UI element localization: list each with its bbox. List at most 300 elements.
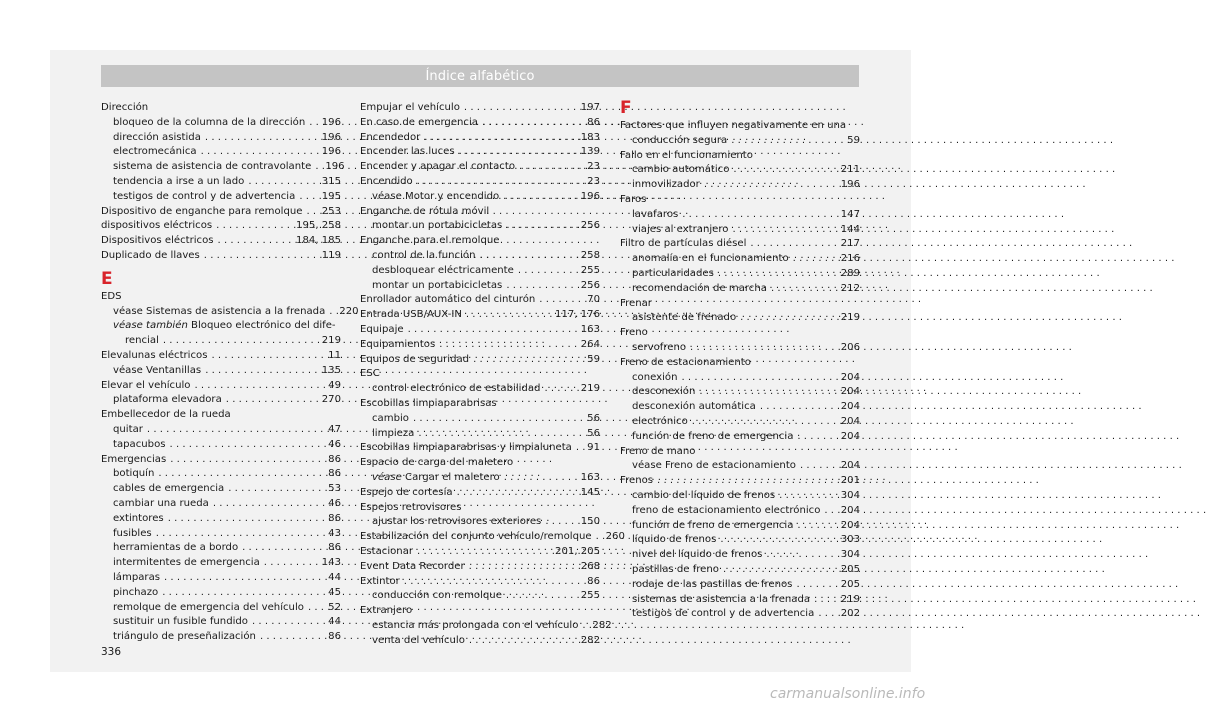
dot-leader bbox=[205, 131, 318, 146]
dot-leader bbox=[226, 393, 318, 408]
entry-text: Dispositivo de enganche para remolque bbox=[101, 205, 303, 217]
entry-text: limpieza bbox=[372, 427, 415, 439]
page-reference: 23 bbox=[587, 175, 600, 187]
entry-term bbox=[113, 190, 295, 205]
entry-text: En caso de emergencia bbox=[360, 116, 478, 128]
page-reference: 196 bbox=[840, 179, 860, 191]
dot-leader bbox=[718, 267, 837, 282]
dot-leader bbox=[315, 160, 321, 175]
entry-term bbox=[632, 163, 729, 178]
entry-text: electromecánica bbox=[113, 146, 197, 158]
entry-term bbox=[372, 279, 502, 294]
page-reference: 201 bbox=[840, 475, 860, 487]
index-entry bbox=[360, 530, 625, 545]
entry-term bbox=[632, 371, 678, 386]
dot-leader bbox=[733, 163, 836, 178]
dot-leader bbox=[309, 116, 318, 131]
entry-term bbox=[632, 341, 686, 356]
dot-leader bbox=[740, 311, 837, 326]
page-reference: 86 bbox=[328, 453, 341, 465]
entry-text: pinchazo bbox=[113, 586, 159, 598]
page-reference: 119 bbox=[321, 249, 341, 261]
entry-text: herramientas de a bordo bbox=[113, 542, 239, 554]
index-subentry bbox=[620, 252, 860, 267]
entry-text: Enganche de rótula móvil bbox=[360, 205, 490, 217]
entry-text: Equipamientos bbox=[360, 338, 436, 350]
dot-leader bbox=[308, 601, 324, 616]
entry-term bbox=[113, 116, 305, 131]
page-header bbox=[101, 65, 859, 87]
index-subentry bbox=[620, 311, 860, 326]
page-reference: 91 bbox=[587, 442, 600, 454]
index-entry bbox=[620, 356, 860, 371]
entry-term bbox=[620, 149, 753, 164]
page-reference: 45 bbox=[328, 586, 341, 598]
entry-text: Encender y apagar el contacto bbox=[360, 161, 515, 173]
entry-term bbox=[632, 267, 714, 282]
entry-term bbox=[632, 311, 736, 326]
entry-text: Encender las luces bbox=[360, 146, 455, 158]
index-entry bbox=[360, 501, 600, 516]
dot-leader bbox=[503, 190, 577, 205]
index-entry bbox=[360, 308, 600, 323]
index-entry bbox=[360, 131, 600, 146]
entry-term bbox=[101, 453, 166, 468]
page-reference: 303 bbox=[840, 534, 860, 546]
dot-leader bbox=[457, 486, 577, 501]
entry-text: véase Sistemas de asistencia a la frenada bbox=[113, 305, 326, 317]
page-reference: 139 bbox=[580, 146, 600, 158]
dot-leader bbox=[260, 630, 324, 645]
dot-leader bbox=[299, 190, 317, 205]
index-entry bbox=[360, 338, 600, 353]
entry-term bbox=[360, 145, 455, 160]
dot-leader bbox=[211, 349, 324, 364]
entry-term bbox=[360, 175, 413, 190]
dot-leader bbox=[576, 441, 583, 456]
index-subentry bbox=[360, 190, 600, 205]
entry-term bbox=[632, 252, 789, 267]
index-entry bbox=[360, 545, 600, 560]
index-subentry bbox=[360, 279, 600, 294]
dot-leader bbox=[417, 545, 551, 560]
dot-leader bbox=[147, 423, 324, 438]
entry-text: recomendación de marcha bbox=[632, 282, 767, 294]
entry-term bbox=[101, 205, 303, 220]
entry-text: Duplicado de llaves bbox=[101, 249, 200, 261]
dot-leader bbox=[242, 541, 324, 556]
dot-leader bbox=[690, 341, 837, 356]
entry-text: control electrónico de estabilidad bbox=[372, 383, 541, 395]
index-subentry bbox=[620, 607, 860, 622]
index-entry bbox=[620, 297, 860, 312]
entry-term bbox=[632, 533, 716, 548]
dot-leader bbox=[682, 371, 837, 386]
dot-leader bbox=[544, 382, 576, 397]
entry-term bbox=[360, 441, 572, 456]
entry-text: nivel del líquido de frenos bbox=[632, 549, 763, 561]
entry-text: Filtro de partículas diésel bbox=[620, 238, 747, 250]
index-entry bbox=[101, 290, 341, 305]
entry-term bbox=[113, 586, 158, 601]
page-reference: 184, 185 bbox=[296, 235, 341, 247]
page-reference: 204 bbox=[840, 415, 860, 427]
index-entry bbox=[101, 408, 341, 423]
index-subentry bbox=[101, 556, 341, 571]
dot-leader bbox=[228, 482, 324, 497]
page-reference: 86 bbox=[587, 116, 600, 128]
entry-text: intermitentes de emergencia bbox=[113, 557, 260, 569]
entry-text: desconexión automática bbox=[632, 401, 756, 413]
page-reference: 143 bbox=[321, 557, 341, 569]
page-reference: 255 bbox=[580, 264, 600, 276]
page-reference: 197 bbox=[580, 102, 600, 113]
entry-term bbox=[113, 571, 160, 586]
page-reference: 268 bbox=[580, 560, 600, 572]
entry-term bbox=[620, 356, 751, 371]
entry-term bbox=[372, 219, 502, 234]
page-reference: 206 bbox=[840, 341, 860, 353]
entry-text: rodaje de las pastillas de frenos bbox=[632, 578, 793, 590]
page-reference: 219 bbox=[840, 312, 860, 324]
page-reference: 289 bbox=[840, 267, 860, 279]
page-reference: 43 bbox=[328, 527, 341, 539]
index-entry bbox=[360, 234, 600, 249]
page-reference: 145 bbox=[580, 486, 600, 498]
entry-term bbox=[632, 385, 695, 400]
page-reference: 202 bbox=[840, 608, 860, 620]
page-reference: 196 bbox=[325, 161, 345, 173]
page-reference: 49 bbox=[328, 379, 341, 391]
index-subentry bbox=[101, 482, 341, 497]
entry-text: botiquín bbox=[113, 468, 155, 480]
entry-text: desbloquear eléctricamente bbox=[372, 264, 514, 276]
entry-term bbox=[360, 308, 462, 323]
dot-leader bbox=[699, 385, 836, 400]
entry-text: Espacio de carga del maletero bbox=[360, 457, 514, 469]
index-entry bbox=[101, 453, 341, 468]
index-entry bbox=[360, 397, 600, 412]
dot-leader bbox=[731, 134, 843, 149]
index-column-2 bbox=[360, 101, 625, 648]
watermark-logo: carmanualsonline.info bbox=[770, 686, 926, 702]
entry-term bbox=[360, 560, 465, 575]
page-reference: 204 bbox=[840, 386, 860, 398]
dot-leader bbox=[156, 527, 324, 542]
index-subentry bbox=[620, 504, 860, 519]
entry-text: electrónico bbox=[632, 415, 688, 427]
page-reference: 56 bbox=[587, 412, 600, 424]
index-subentry bbox=[360, 264, 600, 279]
index-subentry bbox=[360, 589, 600, 604]
page-reference: 304 bbox=[840, 549, 860, 561]
page-reference: 260 bbox=[605, 531, 625, 543]
page-reference: 204 bbox=[840, 430, 860, 442]
index-subentry bbox=[101, 423, 341, 438]
index-entry bbox=[620, 326, 860, 341]
index-subentry bbox=[101, 116, 341, 131]
index-entry bbox=[101, 379, 341, 394]
dot-leader bbox=[205, 364, 318, 379]
dot-leader bbox=[771, 282, 837, 297]
entry-term bbox=[360, 323, 404, 338]
page-reference: 23 bbox=[587, 161, 600, 173]
entry-term bbox=[632, 504, 820, 519]
entry-term bbox=[620, 119, 846, 134]
dot-leader bbox=[814, 593, 837, 608]
index-subentry bbox=[620, 430, 860, 445]
dot-leader bbox=[797, 519, 836, 534]
index-entry bbox=[620, 474, 860, 489]
entry-text: Emergencias bbox=[101, 453, 167, 465]
page-reference: 56 bbox=[587, 427, 600, 439]
index-entry bbox=[101, 205, 341, 220]
index-subentry bbox=[101, 305, 359, 320]
entry-term bbox=[113, 541, 238, 556]
index-entry bbox=[360, 353, 600, 368]
entry-term bbox=[360, 575, 400, 590]
entry-term bbox=[632, 607, 814, 622]
dot-leader bbox=[218, 234, 293, 249]
dot-leader bbox=[682, 208, 836, 223]
dot-leader bbox=[168, 512, 324, 527]
entry-text: particularidades bbox=[632, 267, 714, 279]
dot-leader bbox=[466, 308, 551, 323]
page-reference: 52 bbox=[328, 601, 341, 613]
page-reference: 204 bbox=[840, 504, 860, 516]
entry-text: dispositivos eléctricos bbox=[101, 220, 213, 232]
dot-leader bbox=[408, 323, 577, 338]
entry-term bbox=[360, 397, 497, 412]
entry-text: Fallo en el funcionamiento bbox=[620, 149, 753, 161]
entry-term bbox=[632, 178, 700, 193]
dot-leader bbox=[596, 530, 602, 545]
dot-leader bbox=[264, 556, 318, 571]
entry-text: servofreno bbox=[632, 341, 687, 353]
index-entry bbox=[620, 193, 860, 208]
dot-leader bbox=[252, 615, 324, 630]
dot-leader bbox=[201, 145, 318, 160]
entry-term bbox=[101, 234, 214, 249]
index-subentry bbox=[101, 630, 341, 645]
entry-text: ESC bbox=[360, 368, 380, 380]
index-subentry bbox=[620, 267, 860, 282]
entry-text: pastillas de freno bbox=[632, 563, 719, 575]
entry-text: cambio automático bbox=[632, 164, 730, 176]
entry-term bbox=[101, 219, 212, 234]
dot-leader bbox=[413, 412, 583, 427]
index-subentry bbox=[101, 145, 341, 160]
entry-term bbox=[113, 497, 209, 512]
index-entry bbox=[360, 456, 600, 471]
entry-text: Equipos de seguridad bbox=[360, 353, 470, 365]
index-entry bbox=[360, 101, 600, 116]
entry-term bbox=[113, 305, 325, 320]
index-subentry bbox=[360, 219, 600, 234]
dot-leader bbox=[506, 219, 576, 234]
entry-term bbox=[632, 593, 810, 608]
entry-text: ajustar los retrovisores exteriores bbox=[372, 516, 542, 528]
entry-term bbox=[632, 519, 793, 534]
entry-text: Frenar bbox=[620, 297, 652, 309]
entry-text: Entrada USB/AUX-IN bbox=[360, 309, 462, 321]
entry-text: cables de emergencia bbox=[113, 483, 225, 495]
entry-text: función de freno de emergencia bbox=[632, 430, 794, 442]
entry-term bbox=[632, 134, 727, 149]
index-entry bbox=[360, 145, 600, 160]
page-reference: 47 bbox=[328, 423, 341, 435]
index-subentry bbox=[620, 415, 860, 430]
page-reference: 204 bbox=[840, 401, 860, 413]
index-entry bbox=[101, 249, 341, 264]
index-entry bbox=[360, 205, 600, 220]
index-subentry bbox=[620, 282, 860, 297]
entry-text: plataforma elevadora bbox=[113, 394, 222, 406]
dot-leader bbox=[692, 415, 837, 430]
index-entry bbox=[101, 219, 341, 234]
entry-text: freno de estacionamiento electrónico bbox=[632, 504, 821, 516]
dot-leader bbox=[800, 459, 837, 474]
dot-leader bbox=[194, 379, 324, 394]
entry-text: testigos de control y de advertencia bbox=[632, 608, 815, 620]
entry-term bbox=[632, 415, 688, 430]
index-subentry bbox=[620, 593, 860, 608]
index-subentry bbox=[360, 634, 600, 649]
index-subentry bbox=[620, 208, 860, 223]
page-reference: 86 bbox=[587, 575, 600, 587]
entry-text: rencial bbox=[125, 335, 159, 347]
entry-term bbox=[372, 412, 409, 427]
dot-leader bbox=[818, 607, 836, 622]
page-reference: 270 bbox=[321, 394, 341, 406]
index-subentry bbox=[101, 527, 341, 542]
page-reference: 217 bbox=[840, 238, 860, 250]
page-reference: 315 bbox=[321, 175, 341, 187]
entry-term bbox=[632, 459, 796, 474]
entry-term bbox=[113, 145, 197, 160]
index-subentry bbox=[620, 341, 860, 356]
dot-leader bbox=[779, 489, 837, 504]
entry-term bbox=[372, 264, 514, 279]
page-reference: 117, 176 bbox=[555, 309, 600, 321]
entry-text: Espejo de cortesía bbox=[360, 486, 453, 498]
page-reference: 163 bbox=[580, 471, 600, 483]
page-reference: 255 bbox=[580, 590, 600, 602]
entry-text: Extintor bbox=[360, 575, 400, 587]
entry-term bbox=[372, 634, 465, 649]
page-reference: 11 bbox=[328, 349, 341, 361]
dot-leader bbox=[162, 586, 324, 601]
entry-text: triángulo de preseñalización bbox=[113, 631, 256, 643]
dot-leader bbox=[163, 334, 318, 349]
index-entry bbox=[620, 445, 860, 460]
dot-leader bbox=[213, 497, 324, 512]
index-entry bbox=[360, 175, 600, 190]
entry-text: anomalía en el funcionamiento bbox=[632, 253, 789, 265]
entry-text: lámparas bbox=[113, 571, 161, 583]
entry-term bbox=[372, 589, 502, 604]
index-subentry bbox=[620, 223, 860, 238]
index-entry bbox=[620, 149, 860, 164]
page-reference: 282 bbox=[580, 634, 600, 646]
dot-leader bbox=[469, 560, 577, 575]
entry-term bbox=[101, 379, 190, 394]
page-reference: 196 bbox=[321, 131, 341, 143]
entry-term bbox=[360, 530, 592, 545]
page-reference: 86 bbox=[328, 468, 341, 480]
page-reference: 59 bbox=[587, 353, 600, 365]
index-entry bbox=[360, 441, 600, 456]
page-reference: 256 bbox=[580, 279, 600, 291]
entry-text: Dispositivos eléctricos bbox=[101, 235, 214, 247]
entry-term bbox=[113, 615, 248, 630]
entry-text: lavafaros bbox=[632, 208, 679, 220]
page-reference: 205 bbox=[840, 563, 860, 575]
index-subentry bbox=[101, 541, 341, 556]
index-subentry bbox=[101, 615, 341, 630]
entry-text: conducción con remolque bbox=[372, 590, 502, 602]
index-subentry bbox=[360, 515, 600, 530]
index-subentry bbox=[101, 131, 341, 146]
entry-term bbox=[620, 445, 695, 460]
index-subentry bbox=[620, 563, 860, 578]
entry-text: conexión bbox=[632, 371, 678, 383]
entry-text: Elevar el vehículo bbox=[101, 379, 191, 391]
page-reference: 144 bbox=[840, 223, 860, 235]
dot-leader bbox=[582, 619, 588, 634]
page-reference: 220 bbox=[339, 305, 359, 317]
dot-leader bbox=[793, 252, 837, 267]
entry-text: fusibles bbox=[113, 527, 152, 539]
entry-text: quitar bbox=[113, 423, 143, 435]
dot-leader bbox=[417, 175, 583, 190]
entry-term bbox=[113, 364, 201, 379]
page-reference: 53 bbox=[328, 483, 341, 495]
dot-leader bbox=[723, 563, 837, 578]
dot-leader bbox=[216, 219, 292, 234]
entry-term bbox=[113, 319, 336, 334]
entry-text: Factores que influyen negativamente en una bbox=[620, 120, 847, 131]
page-reference: 86 bbox=[328, 542, 341, 554]
section-letter: E bbox=[101, 268, 113, 289]
page-reference: 147 bbox=[840, 208, 860, 220]
entry-term bbox=[113, 160, 311, 175]
dot-leader bbox=[464, 101, 577, 116]
index-column-3 bbox=[620, 98, 860, 622]
entry-term bbox=[113, 175, 244, 190]
entry-term bbox=[360, 234, 499, 249]
entry-term bbox=[632, 548, 762, 563]
entry-term bbox=[372, 427, 414, 442]
entry-text: desconexión bbox=[632, 386, 696, 398]
dot-leader bbox=[480, 249, 577, 264]
entry-text: sistema de asistencia de contravolante bbox=[113, 161, 312, 173]
dot-leader bbox=[204, 249, 318, 264]
entry-term bbox=[632, 400, 756, 415]
index-entry bbox=[360, 367, 600, 382]
dot-leader bbox=[170, 453, 324, 468]
dot-leader bbox=[404, 575, 583, 590]
index-column-1 bbox=[101, 101, 359, 645]
entry-text: Cargar el maletero bbox=[401, 471, 500, 483]
index-subentry bbox=[101, 190, 341, 205]
entry-text: estancia más prolongada con el vehículo bbox=[372, 619, 579, 631]
page-reference: 282 bbox=[592, 619, 612, 631]
entry-text: función de freno de emergencia bbox=[632, 519, 794, 531]
page-title: Índice alfabético bbox=[425, 68, 535, 84]
page-reference: 212 bbox=[840, 282, 860, 294]
entry-text: viajes al extranjero bbox=[632, 223, 729, 235]
